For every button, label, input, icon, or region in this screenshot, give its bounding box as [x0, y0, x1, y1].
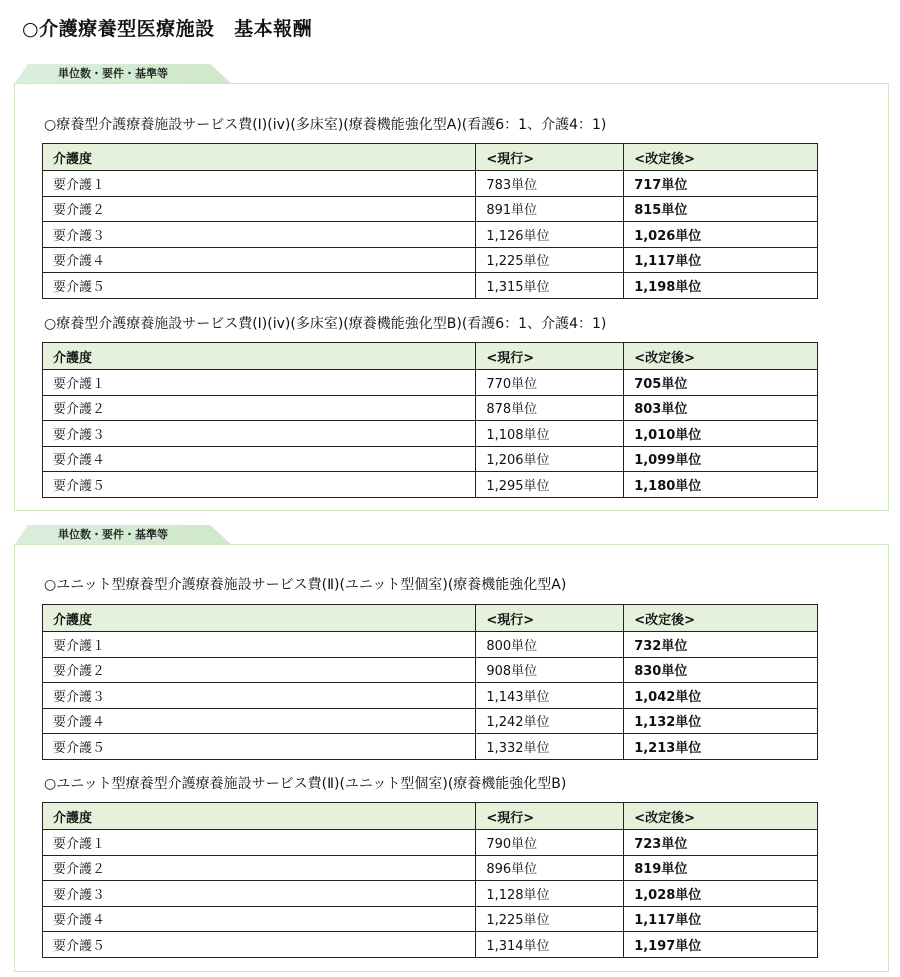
table-row: [43, 247, 818, 273]
care-level-cell: 要介護３: [43, 683, 476, 709]
revised-units-cell: 1,117単位: [624, 906, 818, 932]
rates-table: [42, 342, 818, 498]
revised-units-cell: 1,180単位: [624, 472, 818, 498]
revised-units-cell: 1,099単位: [624, 446, 818, 472]
care-level-cell: 要介護２: [43, 196, 476, 222]
revised-units-cell: 1,010単位: [624, 421, 818, 447]
column-header-current: <現行>: [476, 144, 624, 171]
table-row: [43, 171, 818, 197]
column-header-current: <現行>: [476, 605, 624, 632]
care-level-cell: 要介護１: [43, 830, 476, 856]
column-header-revised: <改定後>: [624, 144, 818, 171]
column-header-revised: <改定後>: [624, 803, 818, 830]
revised-units-cell: 830単位: [624, 657, 818, 683]
revised-units-cell: 819単位: [624, 855, 818, 881]
revised-units-cell: 732単位: [624, 632, 818, 658]
current-units-cell: 1,295単位: [476, 472, 624, 498]
table-row: [43, 881, 818, 907]
section-heading: ○ユニット型療養型介護療養施設サービス費(Ⅱ)(ユニット型個室)(療養機能強化型B): [44, 776, 567, 792]
care-level-cell: 要介護５: [43, 734, 476, 760]
tab-requirements-2: [14, 525, 232, 545]
current-units-cell: 770単位: [476, 370, 624, 396]
revised-units-cell: 1,213単位: [624, 734, 818, 760]
care-level-cell: 要介護２: [43, 395, 476, 421]
revised-units-cell: 1,026単位: [624, 222, 818, 248]
table-row: [43, 421, 818, 447]
revised-units-cell: 1,197単位: [624, 932, 818, 958]
column-header-revised: <改定後>: [624, 343, 818, 370]
care-level-cell: 要介護４: [43, 906, 476, 932]
current-units-cell: 908単位: [476, 657, 624, 683]
care-level-cell: 要介護５: [43, 932, 476, 958]
page-title: ○介護療養型医療施設 基本報酬: [22, 18, 313, 40]
revised-units-cell: 717単位: [624, 171, 818, 197]
column-header-current: <現行>: [476, 803, 624, 830]
current-units-cell: 1,225単位: [476, 247, 624, 273]
section-heading: ○療養型介護療養施設サービス費(Ⅰ)(iv)(多床室)(療養機能強化型B)(看護6：1、介護4：1): [44, 316, 607, 332]
current-units-cell: 1,108単位: [476, 421, 624, 447]
current-units-cell: 1,315単位: [476, 273, 624, 299]
care-level-cell: 要介護２: [43, 855, 476, 881]
current-units-cell: 790単位: [476, 830, 624, 856]
care-level-cell: 要介護１: [43, 370, 476, 396]
revised-units-cell: 1,117単位: [624, 247, 818, 273]
current-units-cell: 1,143単位: [476, 683, 624, 709]
table-header-row: [43, 144, 818, 171]
current-units-cell: 896単位: [476, 855, 624, 881]
rates-table: [42, 604, 818, 760]
care-level-cell: 要介護３: [43, 222, 476, 248]
current-units-cell: 1,225単位: [476, 906, 624, 932]
table-row: [43, 196, 818, 222]
column-header-current: <現行>: [476, 343, 624, 370]
care-level-cell: 要介護４: [43, 708, 476, 734]
column-header-revised: <改定後>: [624, 605, 818, 632]
table-header-row: [43, 343, 818, 370]
tab-label: 単位数・要件・基準等: [58, 528, 168, 541]
revised-units-cell: 803単位: [624, 395, 818, 421]
care-level-cell: 要介護４: [43, 247, 476, 273]
current-units-cell: 1,242単位: [476, 708, 624, 734]
rates-table: [42, 802, 818, 958]
table-row: [43, 657, 818, 683]
care-level-cell: 要介護３: [43, 421, 476, 447]
current-units-cell: 891単位: [476, 196, 624, 222]
table-row: [43, 222, 818, 248]
care-level-cell: 要介護３: [43, 881, 476, 907]
revised-units-cell: 1,042単位: [624, 683, 818, 709]
current-units-cell: 1,128単位: [476, 881, 624, 907]
tab-label: 単位数・要件・基準等: [58, 67, 168, 80]
revised-units-cell: 705単位: [624, 370, 818, 396]
current-units-cell: 783単位: [476, 171, 624, 197]
column-header-care-level: 介護度: [43, 605, 476, 632]
table-header-row: [43, 605, 818, 632]
table-row: [43, 683, 818, 709]
table-row: [43, 395, 818, 421]
table-row: [43, 734, 818, 760]
care-level-cell: 要介護５: [43, 273, 476, 299]
table-row: [43, 370, 818, 396]
revised-units-cell: 1,028単位: [624, 881, 818, 907]
column-header-care-level: 介護度: [43, 144, 476, 171]
table-row: [43, 855, 818, 881]
revised-units-cell: 723単位: [624, 830, 818, 856]
table-row: [43, 632, 818, 658]
care-level-cell: 要介護４: [43, 446, 476, 472]
current-units-cell: 878単位: [476, 395, 624, 421]
tab-requirements-1: [14, 64, 232, 84]
table-row: [43, 472, 818, 498]
revised-units-cell: 1,198単位: [624, 273, 818, 299]
table-row: [43, 273, 818, 299]
current-units-cell: 800単位: [476, 632, 624, 658]
current-units-cell: 1,332単位: [476, 734, 624, 760]
care-level-cell: 要介護１: [43, 632, 476, 658]
table-header-row: [43, 803, 818, 830]
current-units-cell: 1,314単位: [476, 932, 624, 958]
section-heading: ○療養型介護療養施設サービス費(Ⅰ)(iv)(多床室)(療養機能強化型A)(看護6：1、介護4：1): [44, 117, 607, 133]
revised-units-cell: 815単位: [624, 196, 818, 222]
revised-units-cell: 1,132単位: [624, 708, 818, 734]
table-row: [43, 932, 818, 958]
rates-table: [42, 143, 818, 299]
care-level-cell: 要介護１: [43, 171, 476, 197]
care-level-cell: 要介護５: [43, 472, 476, 498]
table-row: [43, 446, 818, 472]
current-units-cell: 1,126単位: [476, 222, 624, 248]
table-row: [43, 906, 818, 932]
section-heading: ○ユニット型療養型介護療養施設サービス費(Ⅱ)(ユニット型個室)(療養機能強化型A): [44, 577, 567, 593]
current-units-cell: 1,206単位: [476, 446, 624, 472]
column-header-care-level: 介護度: [43, 803, 476, 830]
column-header-care-level: 介護度: [43, 343, 476, 370]
care-level-cell: 要介護２: [43, 657, 476, 683]
table-row: [43, 830, 818, 856]
table-row: [43, 708, 818, 734]
